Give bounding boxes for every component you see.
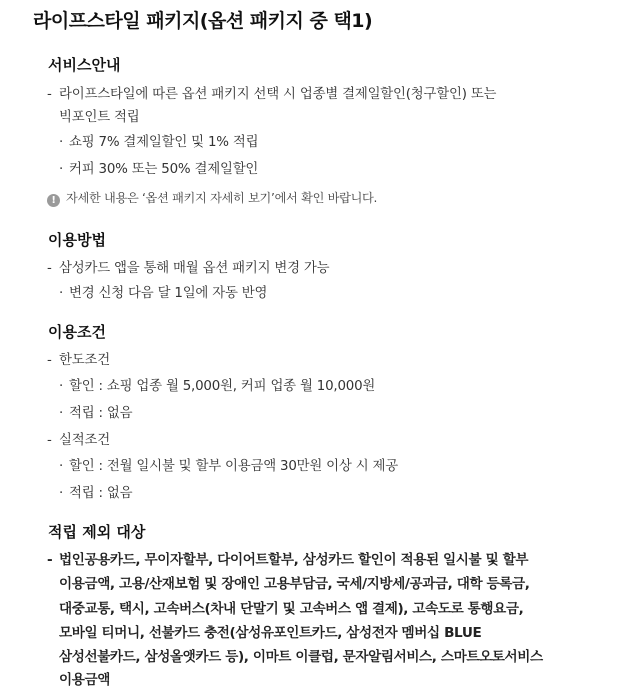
exclusions-line-text: 법인공용카드, 무이자할부, 다이어트할부, 삼성카드 할인이 적용된 일시불 및 할부 <box>59 552 529 568</box>
info-icon: ! <box>47 194 60 207</box>
performance-points-text: 적립 : 없음 <box>69 486 133 501</box>
exclusions-line: 대중교통, 택시, 고속버스(차내 단말기 및 고속버스 앱 결제), 고속도로 통행요금, <box>59 601 524 617</box>
performance-condition-label <box>47 429 110 448</box>
dot-marker: · <box>59 406 64 421</box>
dot-marker: · <box>59 379 64 394</box>
limit-discount-text: 할인 : 쇼핑 업종 월 5,000원, 커피 업종 월 10,000원 <box>69 379 376 394</box>
limit-points-item <box>59 402 132 421</box>
coffee-benefit-text: 커피 30% 또는 50% 결제일할인 <box>69 162 259 177</box>
performance-condition-text: 실적조건 <box>59 433 110 448</box>
conditions-section-heading: 이용조건 <box>48 323 106 341</box>
dash-marker: - <box>47 552 53 568</box>
performance-discount-item <box>59 455 398 474</box>
dot-marker: · <box>59 162 64 177</box>
dot-marker: · <box>59 459 64 474</box>
limit-condition-label <box>47 349 110 368</box>
page-title: 라이프스타일 패키지(옵션 패키지 중 택1) <box>33 10 373 32</box>
dash-marker: - <box>47 353 52 368</box>
info-note-text: 자세한 내용은 ‘옵션 패키지 자세히 보기’에서 확인 바랍니다. <box>66 191 378 205</box>
limit-points-text: 적립 : 없음 <box>69 406 133 421</box>
performance-discount-text: 할인 : 전월 일시불 및 할부 이용금액 30만원 이상 시 제공 <box>69 459 398 474</box>
usage-item <box>47 257 329 276</box>
usage-item-text: 삼성카드 앱을 통해 매월 옵션 패키지 변경 가능 <box>59 261 330 276</box>
usage-sub-item-text: 변경 신청 다음 달 1일에 자동 반영 <box>69 286 268 301</box>
dash-marker: - <box>47 87 52 102</box>
usage-section-heading: 이용방법 <box>48 231 106 249</box>
shopping-benefit-text: 쇼핑 7% 결제일할인 및 1% 적립 <box>69 135 259 150</box>
exclusions-line: 삼성선불카드, 삼성올앳카드 등), 이마트 이클럽, 문자알림서비스, 스마트오토서비스 <box>59 649 543 665</box>
exclusions-line <box>47 548 528 568</box>
limit-condition-text: 한도조건 <box>59 353 110 368</box>
dot-marker: · <box>59 286 64 301</box>
dash-marker: - <box>47 433 52 448</box>
limit-discount-item <box>59 375 375 394</box>
exclusions-line: 이용금액, 고용/산재보험 및 장애인 고용부담금, 국세/지방세/공과금, 대학 등록금, <box>59 576 530 592</box>
usage-sub-item <box>59 282 267 301</box>
shopping-benefit-item <box>59 131 258 150</box>
performance-points-item <box>59 482 132 501</box>
exclusions-line: 이용금액 <box>59 672 110 686</box>
service-description-continued: 빅포인트 적립 <box>59 110 140 125</box>
dot-marker: · <box>59 135 64 150</box>
dot-marker: · <box>59 486 64 501</box>
exclusions-line: 모바일 티머니, 선불카드 충전(삼성유포인트카드, 삼성전자 멤버십 BLUE <box>59 625 482 641</box>
service-section-heading: 서비스안내 <box>48 56 121 74</box>
service-description-line <box>47 83 496 102</box>
coffee-benefit-item <box>59 158 258 177</box>
dash-marker: - <box>47 261 52 276</box>
info-note <box>47 189 377 207</box>
exclusions-section-heading: 적립 제외 대상 <box>48 523 146 541</box>
service-description-text: 라이프스타일에 따른 옵션 패키지 선택 시 업종별 결제일할인(청구할인) 또는 <box>59 87 497 102</box>
